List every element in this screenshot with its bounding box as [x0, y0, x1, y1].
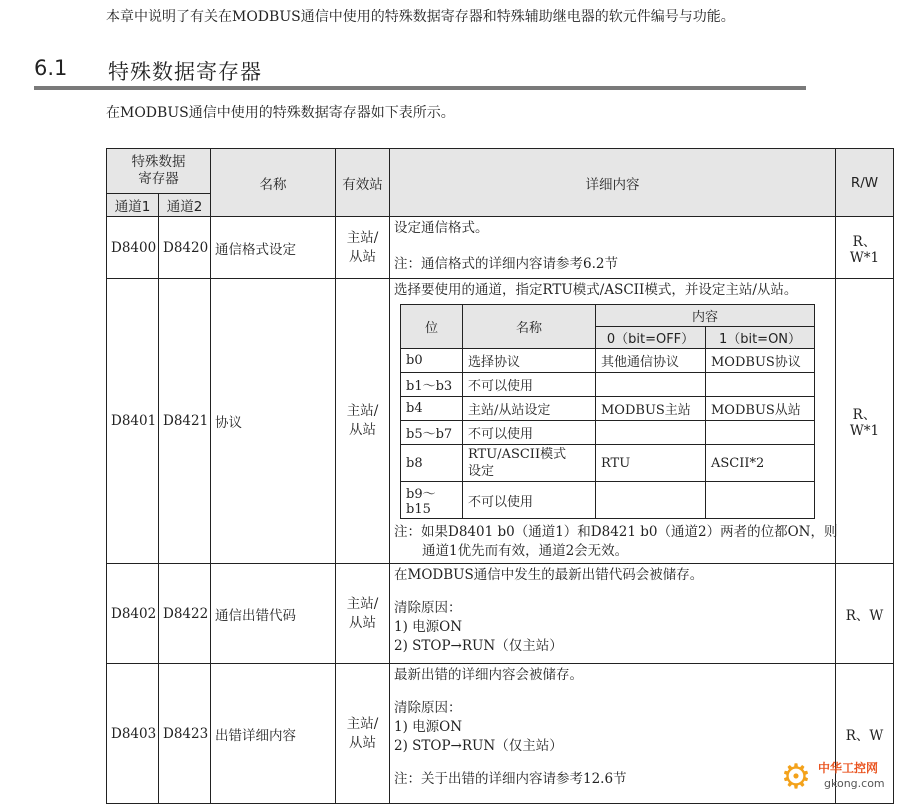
rw-cell: R、W*1 [836, 279, 894, 564]
table-row [107, 564, 894, 664]
watermark [778, 755, 904, 799]
detail-cell: 选择要使用的通道，指定RTU模式/ASCII模式，并设定主站/从站。 位 名称 内容 0（bit=OFF） 1（bit=ON） b0 选择协议 其他通信协议 MODBUS协议 b1～b3 不可以使用 b4 主站/从站设定 MODBUS主站 MODBUS从站 b5～b7 不可以使用 b8 RTU/ASCII模式 设定 RTU ASCII*2 b9～b15 不可以使用 注：如果D8401 b0（通道1）和D8421 b0（通道2）两者的位都ON，则 通道1优先而有效，通道2会无效。 [390, 279, 836, 564]
intro-text: 本章中说明了有关在MODBUS通信中使用的特殊数据寄存器和特殊辅助继电器的软元件编号与功能。 [106, 9, 735, 25]
watermark-url: gkong.com [824, 777, 885, 790]
ch1-cell: D8402 [107, 564, 159, 664]
bit-name-header: 名称 [463, 305, 596, 349]
bit-row: b4 主站/从站设定 MODBUS主站 MODBUS从站 [401, 397, 815, 421]
table-row [107, 279, 894, 564]
register-table [106, 148, 894, 804]
station-cell: 主站/ 从站 [336, 217, 390, 279]
watermark-title: 中华工控网 [818, 761, 879, 775]
station-cell: 主站/ 从站 [336, 664, 390, 804]
section-title: 特殊数据寄存器 [108, 60, 262, 84]
header-register: 特殊数据寄存器 [107, 149, 211, 194]
section-heading [34, 54, 806, 86]
detail-cell: 设定通信格式。 注：通信格式的详细内容请参考6.2节 [390, 217, 836, 279]
header-name: 名称 [211, 149, 336, 217]
station-cell: 主站/ 从站 [336, 564, 390, 664]
bit-row: b9～b15 不可以使用 [401, 482, 815, 519]
rw-cell: R、W [836, 564, 894, 664]
ch1-cell: D8400 [107, 217, 159, 279]
gear-icon: ⚙ [780, 757, 812, 797]
header-rw: R/W [836, 149, 894, 217]
header-detail: 详细内容 [390, 149, 836, 217]
detail-cell: 最新出错的详细内容会被储存。 清除原因： 1) 电源ON 2) STOP→RUN（仅主站） 注：关于出错的详细内容请参考12.6节 [390, 664, 836, 804]
station-cell: 主站/ 从站 [336, 279, 390, 564]
rw-cell: R、W [836, 664, 894, 804]
bit-row: b8 RTU/ASCII模式 设定 RTU ASCII*2 [401, 445, 815, 482]
ch2-cell: D8420 [159, 217, 211, 279]
header-ch2: 通道2 [159, 194, 211, 217]
bit-header: 位 [401, 305, 463, 349]
bit-on-header: 1（bit=ON） [706, 327, 815, 349]
lead-text: 在MODBUS通信中使用的特殊数据寄存器如下表所示。 [106, 105, 455, 121]
ch2-cell: D8421 [159, 279, 211, 564]
section-number: 6.1 [34, 56, 68, 80]
bit-table [400, 304, 815, 519]
name-cell: 通信出错代码 [211, 564, 336, 664]
bit-off-header: 0（bit=OFF） [596, 327, 706, 349]
table-row [107, 664, 894, 804]
rw-cell: R、W*1 [836, 217, 894, 279]
header-station: 有效站 [336, 149, 390, 217]
bit-row: b1～b3 不可以使用 [401, 373, 815, 397]
ch2-cell: D8423 [159, 664, 211, 804]
bit-content-header: 内容 [596, 305, 815, 327]
bit-row: b0 选择协议 其他通信协议 MODBUS协议 [401, 349, 815, 373]
section-rule [34, 86, 806, 90]
name-cell: 协议 [211, 279, 336, 564]
table-row [107, 217, 894, 279]
header-ch1: 通道1 [107, 194, 159, 217]
bit-row: b5～b7 不可以使用 [401, 421, 815, 445]
detail-cell: 在MODBUS通信中发生的最新出错代码会被储存。 清除原因： 1) 电源ON 2) STOP→RUN（仅主站） [390, 564, 836, 664]
ch1-cell: D8403 [107, 664, 159, 804]
name-cell: 通信格式设定 [211, 217, 336, 279]
header-row [107, 149, 894, 194]
ch1-cell: D8401 [107, 279, 159, 564]
name-cell: 出错详细内容 [211, 664, 336, 804]
ch2-cell: D8422 [159, 564, 211, 664]
